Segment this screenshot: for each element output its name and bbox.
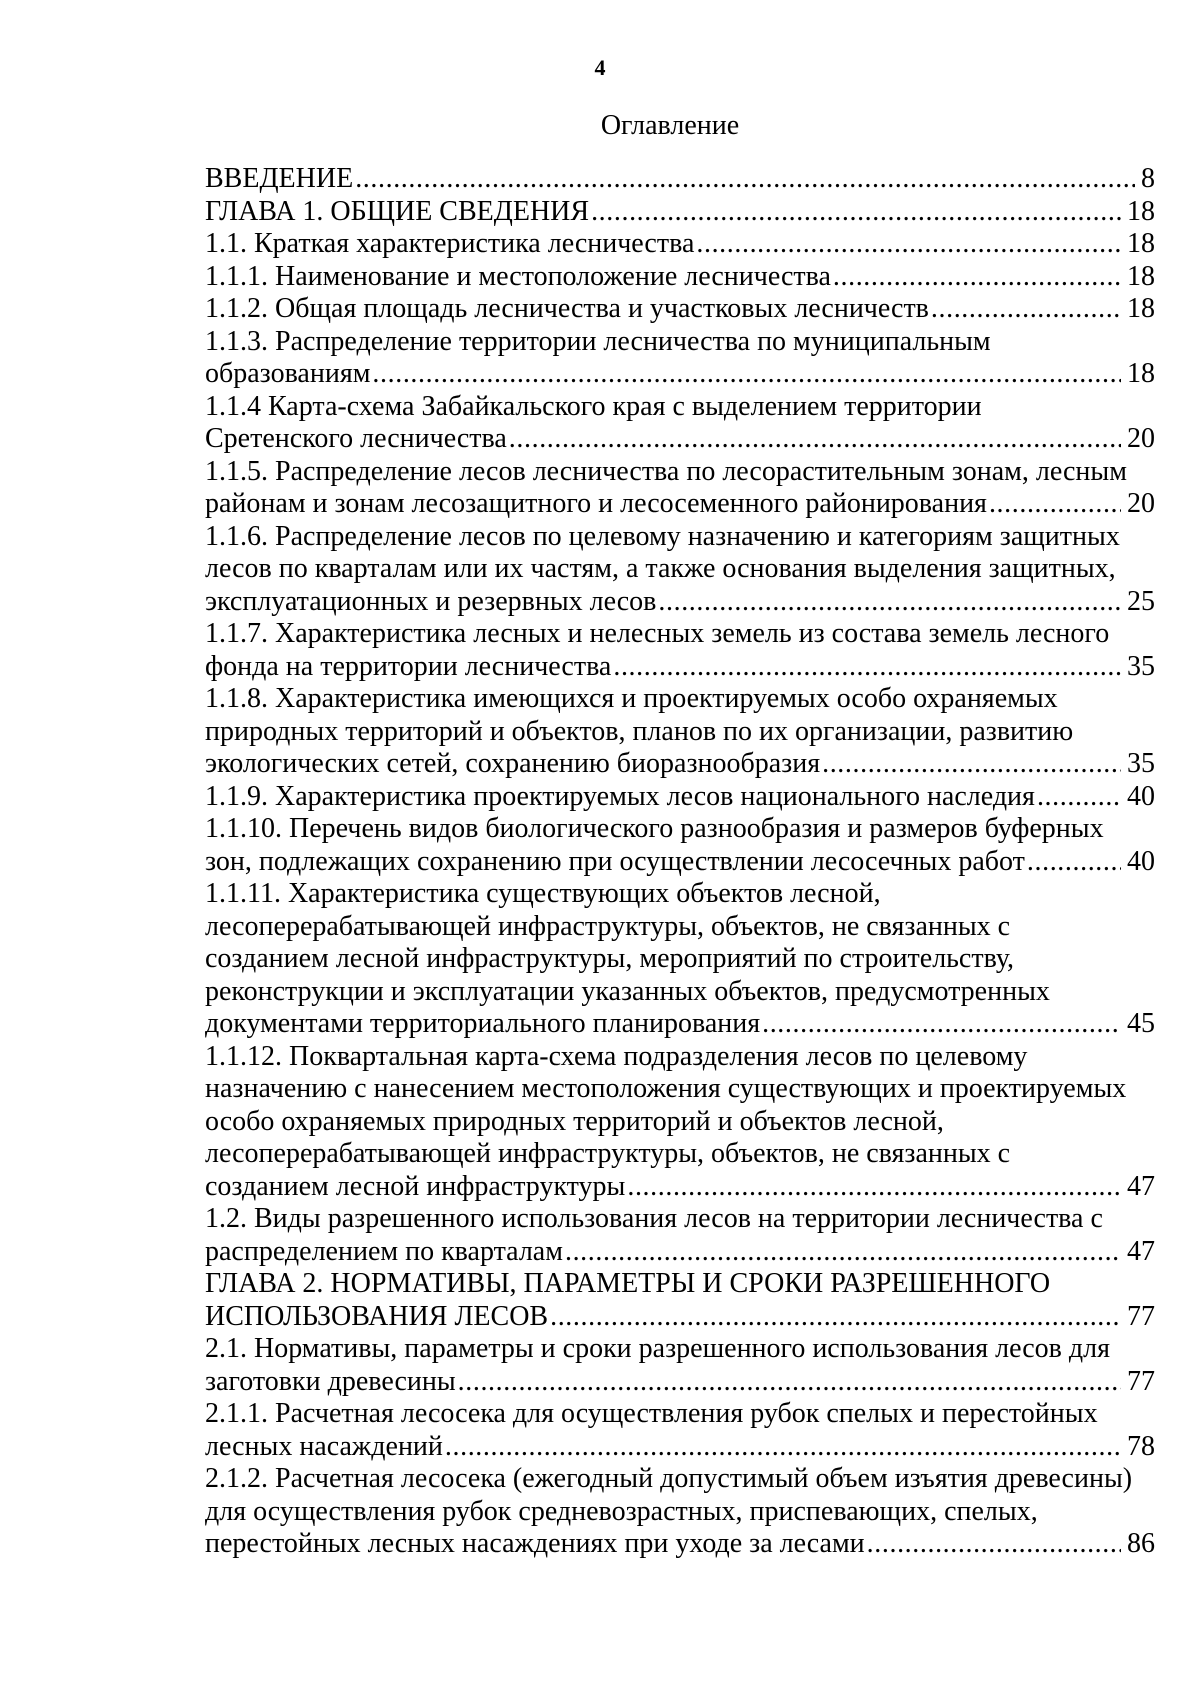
dot-leader — [989, 488, 1121, 521]
toc-entry-text-line: перестойных лесных насаждениях при уходе за лесами — [205, 1528, 865, 1559]
toc-entry-page-number: 77 — [1127, 1300, 1155, 1332]
dot-leader — [627, 1171, 1121, 1204]
toc-entry-last-line — [205, 1171, 1155, 1204]
dot-leader — [833, 261, 1121, 294]
toc-entry-page-number: 18 — [1127, 293, 1155, 324]
toc-entry-page-number: 77 — [1127, 1365, 1155, 1397]
toc-entry-text-line: ГЛАВА 1. ОБЩИЕ СВЕДЕНИЯ — [205, 195, 590, 227]
toc-entry — [205, 1041, 1155, 1204]
toc-entry-text-line: ГЛАВА 2. НОРМАТИВЫ, ПАРАМЕТРЫ И СРОКИ РАЗРЕШЕННОГО — [205, 1268, 1051, 1299]
toc-entry-page-number: 78 — [1127, 1430, 1155, 1462]
toc-entry — [205, 163, 1155, 196]
toc-entry-text-line: природных территорий и объектов, планов по их организации, развитию — [205, 715, 1074, 747]
dot-leader — [867, 1528, 1121, 1561]
toc-entry-page-number: 47 — [1127, 1170, 1155, 1202]
toc-entry-page-number: 20 — [1127, 488, 1155, 519]
toc-entry-text-line: реконструкции и эксплуатации указанных объектов, предусмотренных — [205, 975, 1050, 1007]
toc-entry-text-line: 1.1.11. Характеристика существующих объектов лесной, — [205, 878, 881, 909]
toc-entry-last-line — [205, 228, 1155, 261]
table-of-contents — [205, 163, 1155, 1561]
toc-entry-text-line: 2.1. Нормативы, параметры и сроки разрешенного использования лесов для — [205, 1333, 1110, 1364]
toc-entry — [205, 391, 1155, 456]
toc-entry-last-line — [205, 781, 1155, 814]
toc-entry-text-line: особо охраняемых природных территорий и объектов лесной, — [205, 1105, 944, 1137]
toc-entry-text-line: 1.1.8. Характеристика имеющихся и проектируемых особо охраняемых — [205, 683, 1058, 714]
toc-entry-last-line — [205, 651, 1155, 684]
toc-entry-text-line: 1.1. Краткая характеристика лесничества — [205, 228, 695, 259]
toc-entry-text-line: распределением по кварталам — [205, 1235, 563, 1267]
dot-leader — [822, 748, 1121, 781]
toc-entry-page-number: 86 — [1127, 1528, 1155, 1559]
toc-entry-page-number: 40 — [1127, 845, 1155, 877]
toc-entry-text-line: документами территориального планирования — [205, 1008, 761, 1039]
toc-entry-page-number: 18 — [1127, 228, 1155, 259]
toc-entry — [205, 196, 1155, 229]
toc-entry-text-line: лесов по кварталам или их частям, а также основания выделения защитных, — [205, 553, 1116, 584]
dot-leader — [550, 1301, 1121, 1334]
dot-leader — [445, 1431, 1121, 1464]
toc-entry-last-line — [205, 1528, 1155, 1561]
toc-entry-text-line: ВВЕДЕНИЕ — [205, 163, 354, 194]
dot-leader — [931, 293, 1121, 326]
toc-entry-text-line: созданием лесной инфраструктуры — [205, 1170, 626, 1202]
toc-entry-last-line — [205, 293, 1155, 326]
toc-entry-text-line: лесоперерабатывающей инфраструктуры, объектов, не связанных с — [205, 1138, 1011, 1169]
toc-entry-text-line: образованиям — [205, 358, 371, 389]
toc-entry-text-line: 1.1.1. Наименование и местоположение лесничества — [205, 260, 831, 292]
toc-entry-text-line: заготовки древесины — [205, 1365, 456, 1397]
dot-leader — [458, 1366, 1121, 1399]
toc-entry-page-number: 8 — [1141, 163, 1155, 194]
dot-leader — [372, 358, 1121, 391]
dot-leader — [565, 1236, 1121, 1269]
toc-entry-last-line — [205, 261, 1155, 294]
dot-leader — [1037, 781, 1121, 814]
toc-entry-text-line: зон, подлежащих сохранению при осуществлении лесосечных работ — [205, 845, 1025, 877]
dot-leader — [613, 651, 1121, 684]
toc-entry-text-line: 1.1.4 Карта-схема Забайкальского края с выделением территории — [205, 390, 982, 422]
toc-entry-last-line — [205, 846, 1155, 879]
dot-leader — [591, 196, 1121, 229]
toc-entry-last-line — [205, 488, 1155, 521]
toc-entry — [205, 618, 1155, 683]
toc-entry-last-line — [205, 1431, 1155, 1464]
dot-leader — [696, 228, 1121, 261]
toc-entry-last-line — [205, 1008, 1155, 1041]
toc-entry-last-line — [205, 748, 1155, 781]
toc-entry-text-line: 2.1.2. Расчетная лесосека (ежегодный допустимый объем изъятия древесины) — [205, 1463, 1133, 1494]
toc-entry-text-line: 1.1.12. Поквартальная карта-схема подразделения лесов по целевому — [205, 1040, 1028, 1072]
dot-leader — [762, 1008, 1121, 1041]
toc-entry-text-line: экологических сетей, сохранению биоразнообразия — [205, 748, 821, 779]
toc-entry — [205, 683, 1155, 781]
toc-entry — [205, 456, 1155, 521]
toc-entry-text-line: 1.2. Виды разрешенного использования лесов на территории лесничества с — [205, 1203, 1103, 1234]
toc-entry-text-line: 1.1.3. Распределение территории лесничества по муниципальным — [205, 325, 991, 357]
toc-entry-text-line: районам и зонам лесозащитного и лесосеменного районирования — [205, 488, 987, 519]
toc-entry — [205, 521, 1155, 619]
toc-entry-last-line — [205, 1301, 1155, 1334]
toc-entry — [205, 1463, 1155, 1561]
toc-entry-text-line: 1.1.10. Перечень видов биологического разнообразия и размеров буферных — [205, 813, 1104, 844]
toc-entry-page-number: 20 — [1127, 423, 1155, 454]
toc-entry-page-number: 18 — [1127, 260, 1155, 292]
page-number: 4 — [594, 55, 606, 80]
dot-leader — [1027, 846, 1121, 879]
toc-entry — [205, 293, 1155, 326]
toc-entry-text-line: ИСПОЛЬЗОВАНИЯ ЛЕСОВ — [205, 1300, 549, 1332]
toc-entry-text-line: созданием лесной инфраструктуры, мероприятий по строительству, — [205, 943, 1015, 974]
toc-entry-last-line — [205, 196, 1155, 229]
toc-entry-text-line: для осуществления рубок средневозрастных, приспевающих, спелых, — [205, 1495, 1038, 1527]
toc-entry-page-number: 47 — [1127, 1235, 1155, 1267]
toc-entry-text-line: 1.1.2. Общая площадь лесничества и участковых лесничеств — [205, 293, 929, 324]
toc-entry-page-number: 45 — [1127, 1008, 1155, 1039]
toc-entry — [205, 228, 1155, 261]
toc-entry-text-line: 1.1.9. Характеристика проектируемых лесов национального наследия — [205, 780, 1035, 812]
toc-entry-text-line: 1.1.7. Характеристика лесных и нелесных земель из состава земель лесного — [205, 618, 1110, 649]
dot-leader — [355, 163, 1135, 196]
toc-entry — [205, 1398, 1155, 1463]
toc-entry — [205, 813, 1155, 878]
toc-entry — [205, 781, 1155, 814]
toc-entry-page-number: 35 — [1127, 748, 1155, 779]
toc-entry-last-line — [205, 1236, 1155, 1269]
toc-entry-text-line: назначению с нанесением местоположения существующих и проектируемых — [205, 1073, 1127, 1104]
toc-title: Оглавление — [600, 110, 740, 141]
toc-entry-last-line — [205, 1366, 1155, 1399]
toc-entry-text-line: фонда на территории лесничества — [205, 650, 612, 682]
toc-entry-page-number: 18 — [1127, 195, 1155, 227]
toc-entry-last-line — [205, 163, 1155, 196]
toc-entry-text-line: Сретенского лесничества — [205, 423, 507, 454]
toc-entry-last-line — [205, 586, 1155, 619]
toc-entry — [205, 1203, 1155, 1268]
toc-entry-text-line: 1.1.5. Распределение лесов лесничества по лесорастительным зонам, лесным — [205, 455, 1127, 487]
toc-entry-text-line: 2.1.1. Расчетная лесосека для осуществления рубок спелых и перестойных — [205, 1398, 1098, 1429]
dot-leader — [509, 423, 1121, 456]
toc-entry-text-line: эксплуатационных и резервных лесов — [205, 585, 657, 617]
toc-entry-last-line — [205, 423, 1155, 456]
toc-entry-last-line — [205, 358, 1155, 391]
dot-leader — [658, 586, 1121, 619]
toc-entry — [205, 326, 1155, 391]
toc-entry-page-number: 35 — [1127, 650, 1155, 682]
toc-entry-text-line: 1.1.6. Распределение лесов по целевому назначению и категориям защитных — [205, 520, 1120, 552]
toc-entry-text-line: лесных насаждений — [205, 1430, 443, 1462]
toc-entry — [205, 1333, 1155, 1398]
toc-entry-page-number: 40 — [1127, 780, 1155, 812]
toc-entry-text-line: лесоперерабатывающей инфраструктуры, объектов, не связанных с — [205, 910, 1011, 942]
toc-entry — [205, 1268, 1155, 1333]
toc-entry-page-number: 25 — [1127, 585, 1155, 617]
toc-entry — [205, 261, 1155, 294]
toc-entry-page-number: 18 — [1127, 358, 1155, 389]
toc-entry — [205, 878, 1155, 1041]
